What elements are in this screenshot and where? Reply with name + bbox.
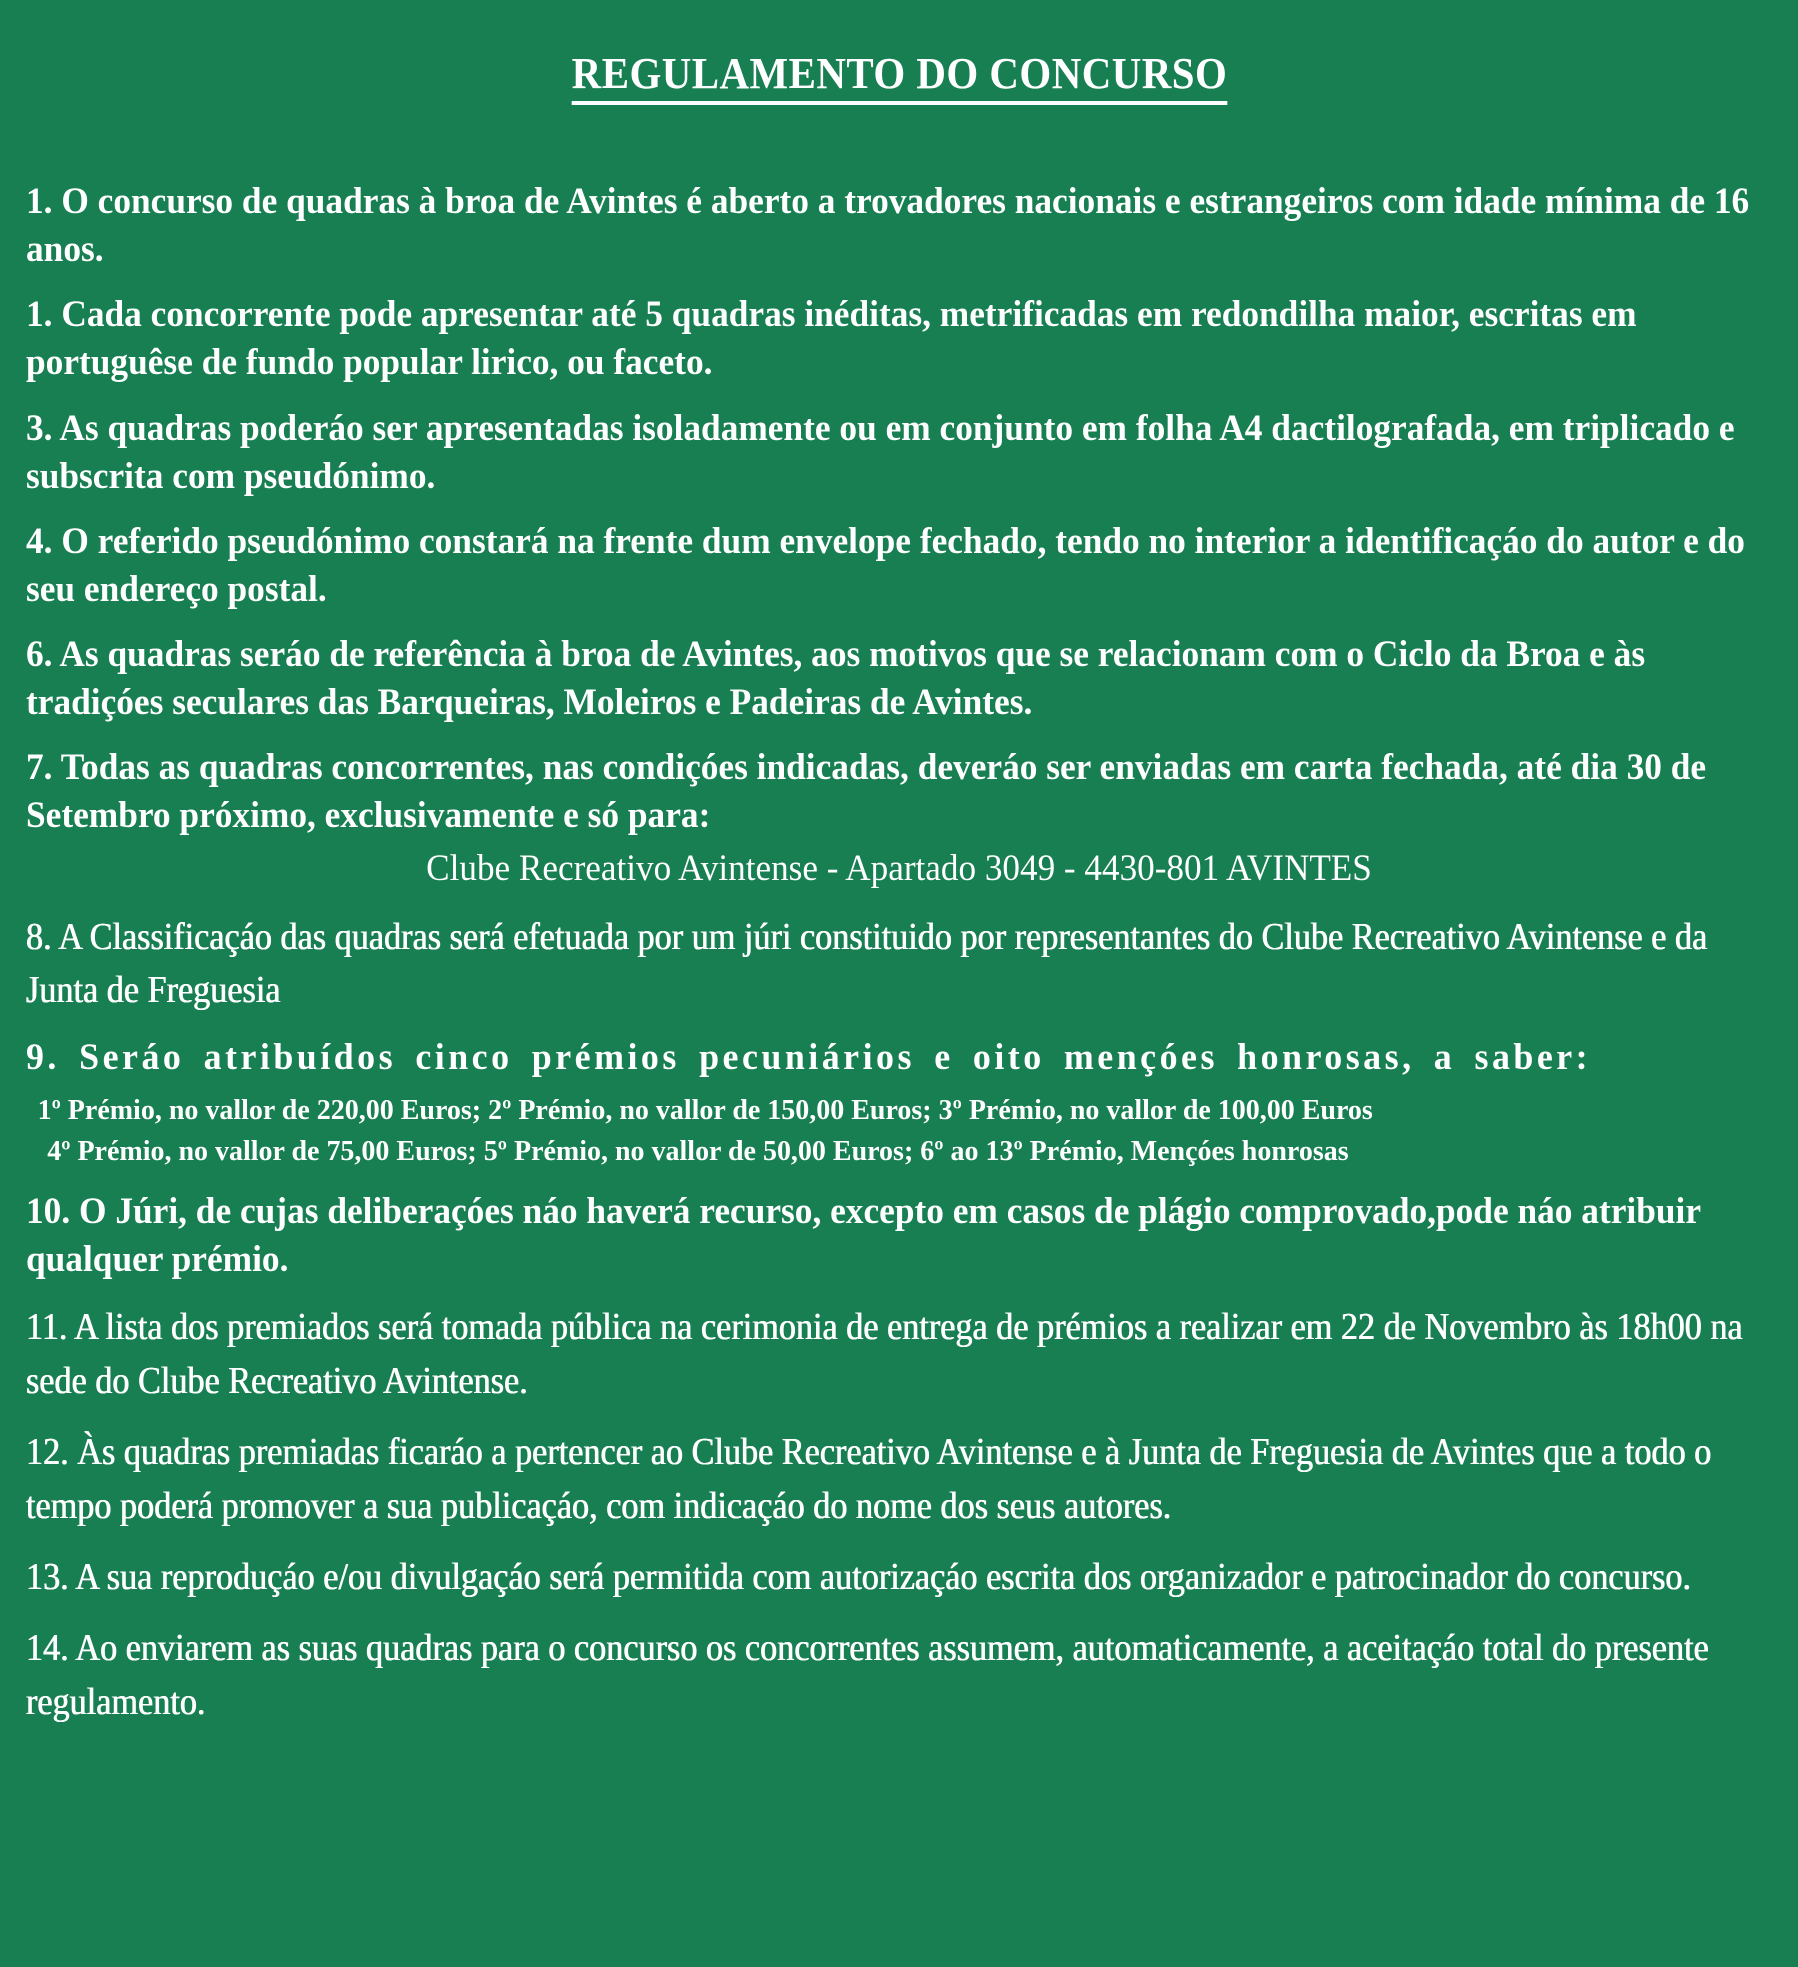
clause-item-8: 8. A Classificaçáo das quadras será efetuada por um júri constituido por representantes do Clube Recreativo Avintense e da Junta de Freguesia xyxy=(26,915,1708,1012)
submission-address: Clube Recreativo Avintense - Apartado 3049 - 4430-801 AVINTES xyxy=(426,848,1372,890)
prize-list xyxy=(26,1090,1772,1172)
clause-item-7: 7. Todas as quadras concorrentes, nas condiçóes indicadas, deveráo ser enviadas em carta fechada, até dia 30 de Setembro próximo, exclusivamente e só para: xyxy=(26,747,1707,837)
page-title: REGULAMENTO DO CONCURSO xyxy=(571,51,1227,104)
prize-line-second-row: 4º Prémio, no vallor de 75,00 Euros; 5º Prémio, no vallor de 50,00 Euros; 6º ao 13º Prémio, Mençóes honrosas xyxy=(47,1134,1349,1167)
clause-item-6: 6. As quadras seráo de referência à broa de Avintes, aos motivos que se relacionam com o Ciclo da Broa e às tradiçóes seculares das Barqueiras, Moleiros e Padeiras de Avintes. xyxy=(26,633,1646,723)
clause-item-14: 14. Ao enviarem as suas quadras para o concurso os concorrentes assumem, automaticamente, a aceitaçáo total do presente regulamento. xyxy=(26,1626,1709,1723)
clause-item-1: 1. O concurso de quadras à broa de Avintes é aberto a trovadores nacionais e estrangeiros com idade mínima de 16 anos. xyxy=(26,181,1750,271)
clause-item-10: 10. O Júri, de cujas deliberaçóes náo haverá recurso, excepto em casos de plágio comprovado,pode náo atribuir qualquer prémio. xyxy=(26,1191,1701,1281)
clause-item-3: 3. As quadras poderáo ser apresentadas isoladamente ou em conjunto em folha A4 dactilografada, em triplicado e subscrita com pseudónimo. xyxy=(26,407,1735,497)
clause-item-13: 13. A sua reproduçáo e/ou divulgaçáo será permitida com autorizaçáo escrita dos organizador e patrocinador do concurso. xyxy=(26,1556,1692,1598)
clause-item-4: 4. O referido pseudónimo constará na frente dum envelope fechado, tendo no interior a identificaçáo do autor e do seu endereço postal. xyxy=(26,520,1745,610)
page-title-container xyxy=(26,22,1772,134)
clause-item-2: 1. Cada concorrente pode apresentar até 5 quadras inéditas, metrificadas em redondilha maior, escritas em portuguêse de fundo popular lirico, ou faceto. xyxy=(26,294,1637,384)
prize-line-first-row: 1º Prémio, no vallor de 220,00 Euros; 2º Prémio, no vallor de 150,00 Euros; 3º Prémio, no vallor de 100,00 Euros xyxy=(37,1093,1373,1126)
clause-item-11: 11. A lista dos premiados será tomada pública na cerimonia de entrega de prémios a realizar em 22 de Novembro às 18h00 na sede do Clube Recreativo Avintense. xyxy=(26,1306,1743,1403)
clause-item-12: 12. Às quadras premiadas ficaráo a pertencer ao Clube Recreativo Avintense e à Junta de Freguesia de Avintes que a todo o tempo poderá promover a sua publicaçáo, com indicaçáo do nome dos seus autores. xyxy=(26,1431,1712,1528)
clause-list xyxy=(26,178,1772,1730)
clause-item-9-heading: 9. Seráo atribuídos cinco prémios pecuniários e oito mençóes honrosas, a saber: xyxy=(26,1037,1592,1079)
